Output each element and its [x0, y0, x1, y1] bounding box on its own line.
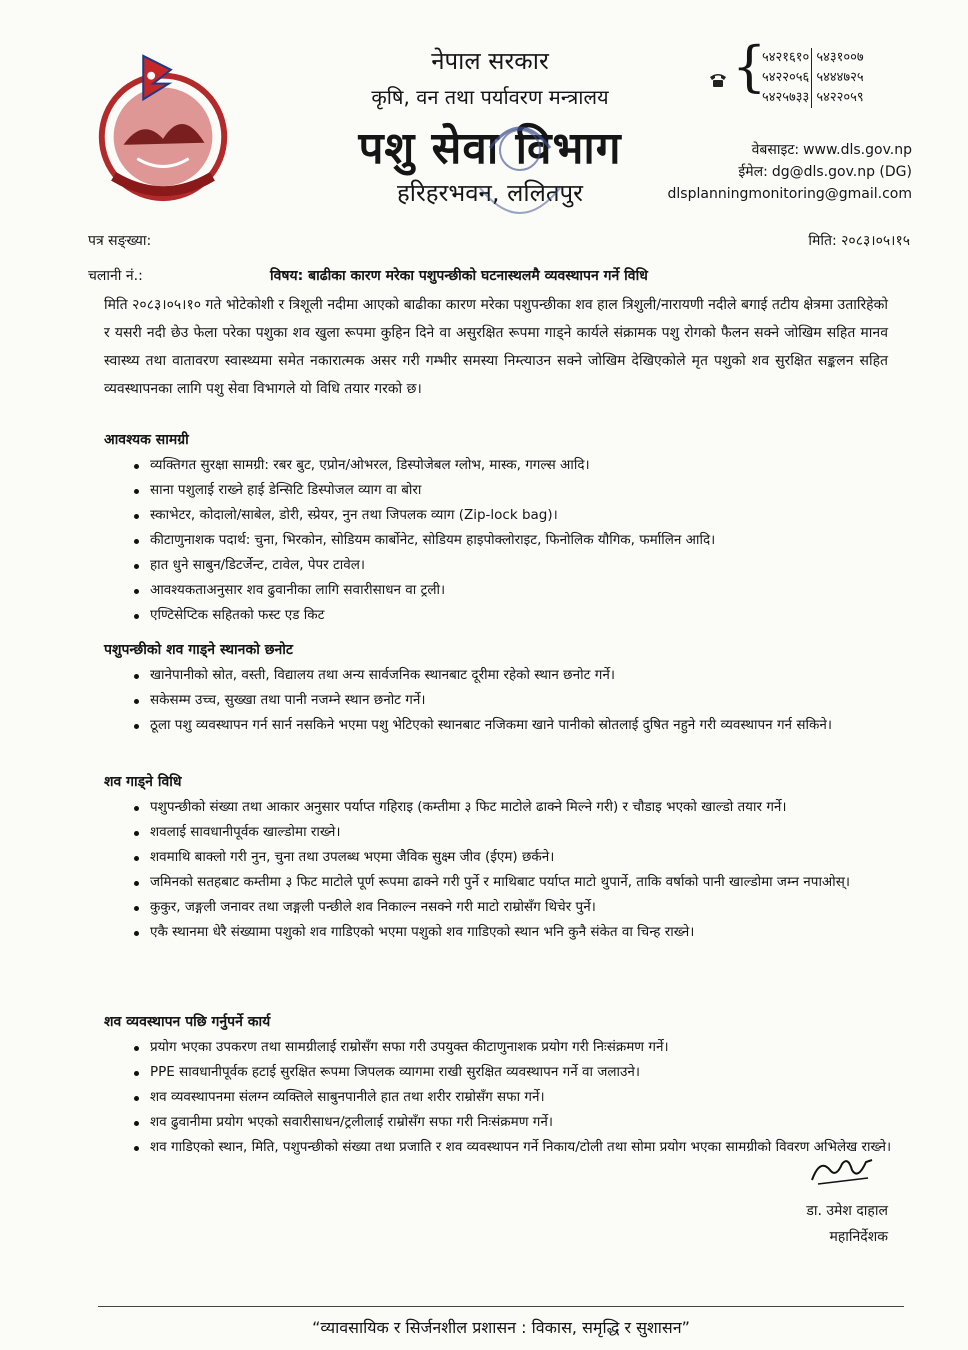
list-item: शव ढुवानीमा प्रयोग भएको सवारीसाधन/ट्रलीलाई राम्रोसँग सफा गरी निःसंक्रमण गर्ने।: [104, 1110, 894, 1135]
section-burial-method: [104, 772, 894, 945]
letter-number-label: पत्र सङ्ख्या:: [88, 233, 152, 249]
list-item: शवमाथि बाक्लो गरी नुन, चुना तथा उपलब्ध भएमा जैविक सुक्ष्म जीव (ईएम) छर्कने।: [104, 845, 894, 870]
list-item: पशुपन्छीको संख्या तथा आकार अनुसार पर्याप्त गहिराइ (कम्तीमा ३ फिट माटोले ढाक्ने मिल्ने गरी) र चौडाइ भएको खाल्डो तयार गर्ने।: [104, 795, 894, 820]
bullet-icon: [134, 906, 139, 911]
office-seal-icon: [470, 108, 570, 238]
bullet-icon: [134, 464, 139, 469]
list-item: प्रयोग भएका उपकरण तथा सामग्रीलाई राम्रोसँग सफा गरी उपयुक्त कीटाणुनाशक प्रयोग गरी निःसंक्रमण गर्ने।: [104, 1035, 894, 1060]
email-link[interactable]: dg@dls.gov.np (DG): [771, 164, 912, 180]
list-item: जमिनको सतहबाट कम्तीमा ३ फिट माटोले पूर्ण रूपमा ढाक्ने गरी पुर्ने र माथिबाट पर्याप्त माटो थुपार्ने, ताकि वर्षाको पानी खाल्डोमा जम्न नपाओस्।: [104, 870, 894, 895]
section-title: आवश्यक सामग्री: [104, 432, 189, 448]
phone-number: ५४२५७३३: [762, 90, 810, 105]
ministry-name: कृषि, वन तथा पर्यावरण मन्त्रालय: [371, 85, 609, 109]
list-item: हात धुने साबुन/डिटर्जेन्ट, टावेल, पेपर टावेल।: [104, 553, 894, 578]
list-item: एण्टिसेप्टिक सहितको फस्ट एड किट: [104, 603, 894, 628]
bullet-icon: [134, 931, 139, 936]
email-link-2[interactable]: dlsplanningmonitoring@gmail.com: [667, 186, 912, 202]
list-item: खानेपानीको स्रोत, वस्ती, विद्यालय तथा अन्य सार्वजनिक स्थानबाट दूरीमा रहेको स्थान छनोट गर्ने।: [104, 663, 894, 688]
phone-brace: {: [732, 35, 767, 98]
letter-date: मिति: २०८३।०५।१५: [808, 233, 910, 249]
list-item: व्यक्तिगत सुरक्षा सामग्री: रबर बुट, एप्रोन/ओभरल, डिस्पोजेबल ग्लोभ, मास्क, गगल्स आदि।: [104, 453, 894, 478]
phone-numbers: [762, 48, 864, 108]
bullet-icon: [134, 674, 139, 679]
footer-slogan: “व्यावसायिक र सिर्जनशील प्रशासन : विकास, समृद्धि र सुशासन”: [312, 1318, 690, 1337]
bullet-icon: [134, 724, 139, 729]
footer-divider: [98, 1306, 904, 1307]
signatory-title: महानिर्देशक: [829, 1229, 888, 1245]
section-list: [104, 795, 894, 945]
bullet-icon: [134, 1096, 139, 1101]
handwritten-signature-icon: [808, 1150, 878, 1190]
website-link[interactable]: www.dls.gov.np: [803, 142, 912, 158]
department-address: हरिहरभवन, ललितपुर: [396, 179, 584, 207]
letter-subject: विषय: बाढीका कारण मरेका पशुपन्छीको घटनास्थलमै व्यवस्थापन गर्ने विधि: [270, 268, 648, 284]
dispatch-number-label: चलानी नं.:: [88, 268, 143, 284]
section-materials: [104, 430, 894, 628]
bullet-icon: [134, 1046, 139, 1051]
list-item: सकेसम्म उच्च, सुख्खा तथा पानी नजम्ने स्थान छनोट गर्ने।: [104, 688, 894, 713]
bullet-icon: [134, 1071, 139, 1076]
list-item: ठूला पशु व्यवस्थापन गर्न सार्न नसकिने भएमा पशु भेटिएको स्थानबाट नजिकमा खाने पानीको स्रोतलाई दुषित नहुने गरी व्यवस्थापन गर्न सकिने।: [104, 713, 894, 738]
bullet-icon: [134, 539, 139, 544]
bullet-icon: [134, 1121, 139, 1126]
bullet-icon: [134, 514, 139, 519]
section-site-selection: [104, 640, 894, 738]
bullet-icon: [134, 1146, 139, 1151]
nepal-emblem-icon: [84, 48, 242, 206]
list-item: शव गाडिएको स्थान, मिति, पशुपन्छीको संख्या तथा प्रजाति र शव व्यवस्थापन गर्ने निकाय/टोली तथा सोमा प्रयोग भएका सामग्रीको विवरण अभिलेख राख्ने।: [104, 1135, 894, 1160]
phone-number: ५४३१००७: [816, 50, 864, 65]
telephone-icon: [708, 70, 728, 90]
signatory-name: डा. उमेश दाहाल: [806, 1203, 888, 1219]
phone-column-2: [811, 48, 863, 108]
bullet-icon: [134, 806, 139, 811]
section-title: पशुपन्छीको शव गाड्ने स्थानको छनोट: [104, 642, 293, 658]
bullet-icon: [134, 614, 139, 619]
bullet-icon: [134, 881, 139, 886]
list-item: कीटाणुनाशक पदार्थ: चुना, भिरकोन, सोडियम कार्बोनेट, सोडियम हाइपोक्लोराइट, फिनोलिक यौगिक, फर्मालिन आदि।: [104, 528, 894, 553]
list-item: स्काभेटर, कोदालो/साबेल, डोरी, स्प्रेयर, नुन तथा जिपलक व्याग (Zip-lock bag)।: [104, 503, 894, 528]
list-item: शव व्यवस्थापनमा संलग्न व्यक्तिले साबुनपानीले हात तथा शरीर राम्रोसँग सफा गर्ने।: [104, 1085, 894, 1110]
list-item: एकै स्थानमा धेरै संख्यामा पशुको शव गाडिएको भएमा पशुको शव गाडिएको स्थान भनि कुनै संकेत वा चिन्ह राख्ने।: [104, 920, 894, 945]
website-label: वेबसाइट:: [751, 142, 800, 158]
government-name: नेपाल सरकार: [431, 47, 549, 75]
list-item: शवलाई सावधानीपूर्वक खाल्डोमा राख्ने।: [104, 820, 894, 845]
bullet-icon: [134, 699, 139, 704]
bullet-icon: [134, 564, 139, 569]
email-label: ईमेल:: [738, 164, 768, 180]
bullet-icon: [134, 589, 139, 594]
list-item: कुकुर, जङ्गली जनावर तथा जङ्गली पन्छीले शव निकाल्न नसक्ने गरी माटो राम्रोसँग थिचेर पुर्ने।: [104, 895, 894, 920]
section-list: [104, 663, 894, 738]
phone-column-1: [762, 48, 809, 108]
signatory: [806, 1198, 888, 1250]
bullet-icon: [134, 856, 139, 861]
section-after-management: [104, 1012, 894, 1160]
bullet-icon: [134, 489, 139, 494]
contact-info: [668, 139, 912, 205]
list-item: PPE सावधानीपूर्वक हटाई सुरक्षित रूपमा जिपलक व्यागमा राखी सुरक्षित व्यवस्थापन गर्ने वा जलाउने।: [104, 1060, 894, 1085]
section-title: शव व्यवस्थापन पछि गर्नुपर्ने कार्य: [104, 1014, 271, 1030]
section-list: [104, 453, 894, 628]
list-item: आवश्यकताअनुसार शव ढुवानीका लागि सवारीसाधन वा ट्रली।: [104, 578, 894, 603]
department-name: पशु सेवा विभाग: [358, 123, 622, 174]
section-title: शव गाड्ने विधि: [104, 774, 182, 790]
intro-paragraph: मिति २०८३।०५।१० गते भोटेकोशी र त्रिशूली नदीमा आएको बाढीका कारण मरेका पशुपन्छीका शव हाल त्रिशुली/नारायणी नदीले बगाई तटीय क्षेत्रमा उतारिहेको र यसरी नदी छेउ फेला परेका पशुका शव खुला रूपमा कुहिन दिने वा असुरक्षित रूपमा गाड्ने कार्यले संक्रामक पशु रोगको फैलन सक्ने जोखिम सहित मानव स्वास्थ्य तथा वातावरण स्वास्थ्यमा समेत नकारात्मक असर गरी गम्भीर समस्या निम्त्याउन सक्ने जोखिम देखिएकोले मृत पशुको शव सुरक्षित सङ्कलन सहित व्यवस्थापनका लागि पशु सेवा विभागले यो विधि तयार गरको छ।: [104, 297, 888, 397]
phone-number: ५४४४७२५: [816, 70, 864, 85]
section-list: [104, 1035, 894, 1160]
phone-number: ५४२१६१०: [762, 50, 810, 65]
bullet-icon: [134, 831, 139, 836]
list-item: साना पशुलाई राख्ने हाई डेन्सिटि डिस्पोजल व्याग वा बोरा: [104, 478, 894, 503]
phone-number: ५४२२०५६: [762, 70, 810, 85]
phone-number: ५४२२०५९: [816, 90, 864, 105]
